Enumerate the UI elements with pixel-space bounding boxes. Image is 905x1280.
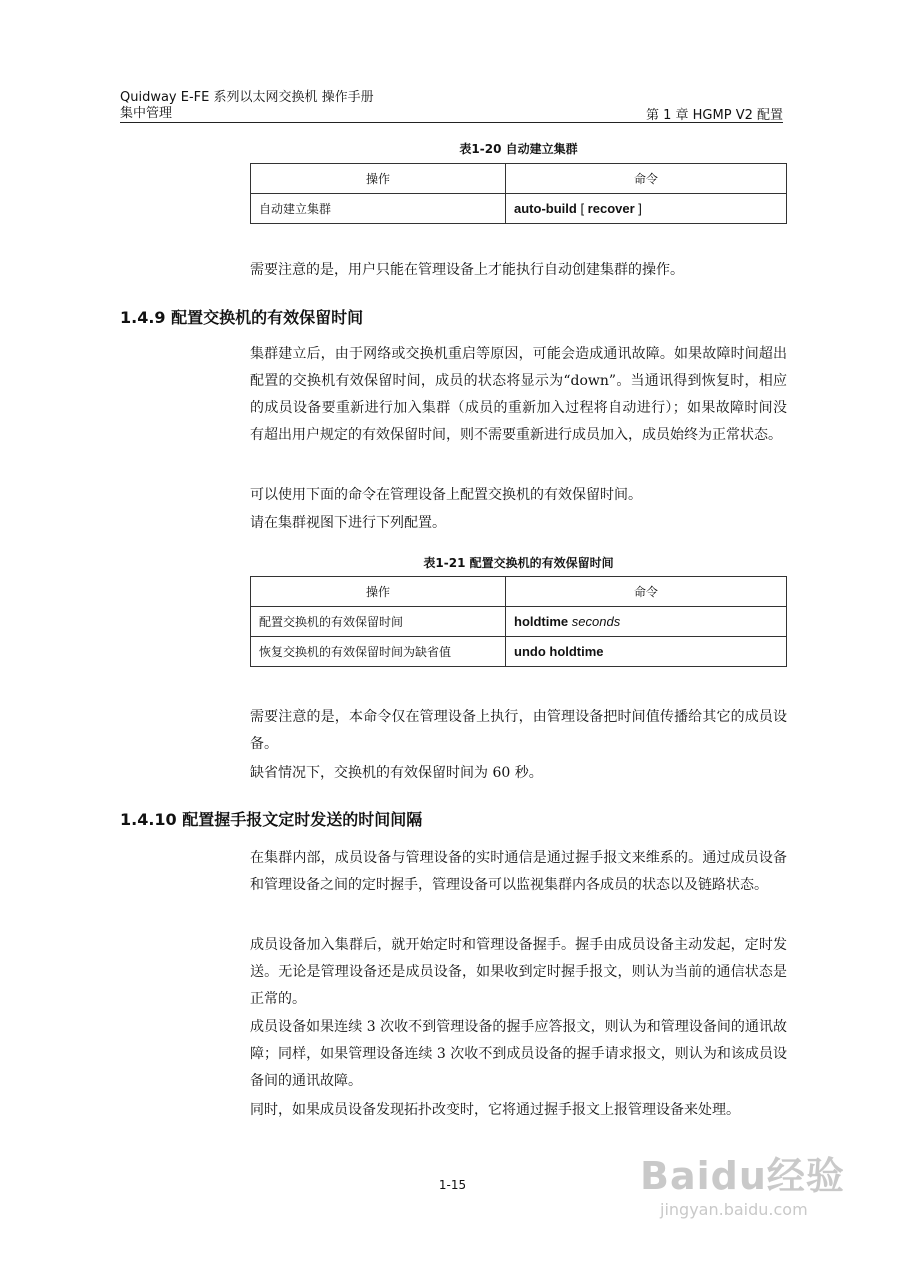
header-section: 集中管理 — [120, 106, 173, 121]
header-chapter: 第 1 章 HGMP V2 配置 — [645, 108, 783, 123]
command-cell — [506, 194, 787, 224]
command-argument: seconds — [571, 614, 621, 629]
section-1-4-9-paragraph-2: 可以使用下面的命令在管理设备上配置交换机的有效保留时间。 — [250, 487, 642, 503]
section-1-4-9-paragraph-1: 集群建立后，由于网络或交换机重启等原因，可能会造成通讯故障。如果故障时间超出配置的交换机有效保留时间，成员的状态将显示为“down”。当通讯得到恢复时，相应的成员设备要重新进行加入集群（成员的重新加入过程将自动进行）；如果故障时间没有超出用户规定的有效保留时间，则不需要重新进行成员加入，成员始终为正常状态。 — [250, 346, 787, 443]
table-1-20 — [250, 163, 787, 224]
table-1-20-note: 需要注意的是，用户只能在管理设备上才能执行自动创建集群的操作。 — [250, 262, 684, 278]
command-option: recover — [587, 201, 635, 216]
col-operation-header: 操作 — [251, 577, 506, 607]
page-number: 1-15 — [438, 1178, 467, 1192]
section-1-4-10-paragraph-2: 成员设备加入集群后，就开始定时和管理设备握手。握手由成员设备主动发起，定时发送。无论是管理设备还是成员设备，如果收到定时握手报文，则认为当前的通信状态是正常的。 — [250, 937, 787, 1007]
table-1-21-caption: 表1-21 配置交换机的有效保留时间 — [423, 556, 614, 570]
command-keyword: undo holdtime — [514, 644, 604, 659]
section-1-4-10-paragraph-3: 成员设备如果连续 3 次收不到管理设备的握手应答报文，则认为和管理设备间的通讯故障；同样，如果管理设备连续 3 次收不到成员设备的握手请求报文，则认为和该成员设备间的通讯故障。 — [250, 1019, 787, 1089]
table-header-row — [251, 164, 787, 194]
table-row — [251, 607, 787, 637]
operation-cell: 恢复交换机的有效保留时间为缺省值 — [251, 637, 506, 667]
section-1-4-9-title: 1.4.9 配置交换机的有效保留时间 — [120, 308, 364, 327]
command-cell — [506, 637, 787, 667]
watermark — [640, 1145, 860, 1245]
watermark-url: jingyan.baidu.com — [660, 1200, 808, 1219]
operation-cell: 配置交换机的有效保留时间 — [251, 607, 506, 637]
header-title: Quidway E-FE 系列以太网交换机 操作手册 — [120, 90, 374, 105]
command-keyword: holdtime — [514, 614, 569, 629]
col-command-header: 命令 — [506, 164, 787, 194]
operation-cell: 自动建立集群 — [251, 194, 506, 224]
header-rule — [120, 122, 783, 123]
command-bracket: [ — [576, 201, 588, 216]
default-holdtime-note: 缺省情况下，交换机的有效保留时间为 60 秒。 — [250, 765, 543, 781]
section-1-4-9-paragraph-3: 请在集群视图下进行下列配置。 — [250, 515, 446, 531]
col-operation-header: 操作 — [251, 164, 506, 194]
table-1-20-caption: 表1-20 自动建立集群 — [459, 142, 578, 156]
table-header-row — [251, 577, 787, 607]
command-keyword: auto-build — [514, 201, 577, 216]
command-cell — [506, 607, 787, 637]
command-bracket-close: ] — [634, 201, 642, 216]
table-1-21-note: 需要注意的是，本命令仅在管理设备上执行，由管理设备把时间值传播给其它的成员设备。 — [250, 709, 787, 752]
col-command-header: 命令 — [506, 577, 787, 607]
table-1-21 — [250, 576, 787, 667]
section-1-4-10-paragraph-1: 在集群内部，成员设备与管理设备的实时通信是通过握手报文来维系的。通过成员设备和管理设备之间的定时握手，管理设备可以监视集群内各成员的状态以及链路状态。 — [250, 850, 787, 893]
table-row — [251, 194, 787, 224]
watermark-logo: Baidu经验 — [640, 1154, 845, 1198]
section-1-4-10-paragraph-4: 同时，如果成员设备发现拓扑改变时，它将通过握手报文上报管理设备来处理。 — [250, 1102, 740, 1118]
section-1-4-10-title: 1.4.10 配置握手报文定时发送的时间间隔 — [120, 810, 423, 829]
table-row — [251, 637, 787, 667]
